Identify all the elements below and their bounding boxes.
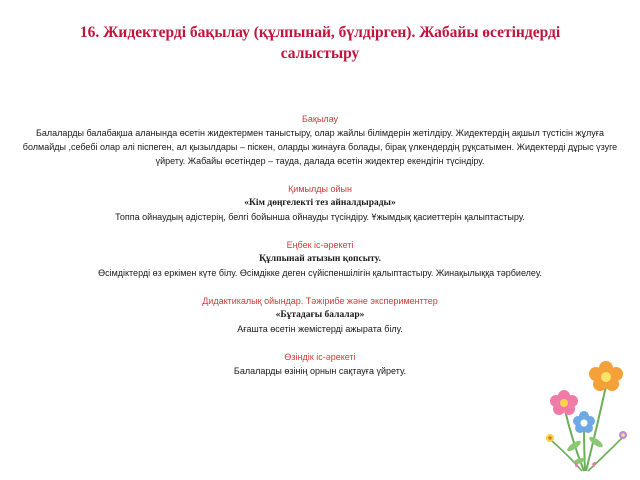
section-text-observation: Балаларды балабақша аланында өсетін жидектермен таныстыру, олар жайлы білімдерін жетілдіру. Жидектердің ақшыл түстісін жұлуға болмайды ,себебі олар әлі піспеген, ал қызылдары – піскен, оларды жинауға болады, бірақ үлкендердің рұқсатымен. Жидектерді дұрыс үзуге үйрету. Жабайы өсетіндер – тауда, далада өсетін жидектер екендігін түсіндіру. <box>22 128 618 166</box>
section-subtitle-labor: Құлпынай атызын қопсыту. <box>259 254 381 264</box>
section-heading-didactic: Дидактикалық ойындар. Тәжірибе және эксперименттер <box>202 296 438 306</box>
section-text-active-game: Топпа ойнаудың әдістерің, белгі бойынша ойнауды түсіндіру. Ұжымдық қасиеттерін қалыптастыру. <box>115 212 525 222</box>
small-yellow-flower-icon <box>546 434 554 442</box>
section-heading-independent: Өзіндік іс-әрекеті <box>284 352 356 362</box>
flowers-illustration <box>534 346 634 476</box>
section-heading-labor: Еңбек іс-әрекеті <box>286 240 354 250</box>
orange-flower-icon <box>589 361 623 391</box>
section-subtitle-active-game: «Кім дөңгелекті тез айналдырады» <box>244 198 396 208</box>
blue-flower-icon <box>573 411 595 433</box>
section-heading-observation: Бақылау <box>302 114 338 124</box>
section-text-independent: Балаларды өзінің орнын сақтауға үйрету. <box>233 366 407 376</box>
slide-title: 16. Жидектерді бақылау (құлпынай, бүлдірген). Жабайы өсетіндерді салыстыру <box>79 24 561 62</box>
section-text-didactic: Ағашта өсетін жемістерді ажырата білу. <box>237 324 403 334</box>
section-heading-active-game: Қимылды ойын <box>288 184 352 194</box>
section-subtitle-didactic: «Бұтадағы балалар» <box>275 310 365 320</box>
pink-flower-icon <box>550 390 578 415</box>
small-purple-flower-icon <box>619 431 627 439</box>
slide-content <box>22 112 618 378</box>
section-text-labor: Өсімдіктерді өз еркімен күте білу. Өсімдікке деген сүйіспеншілігін қалыптастыру. Жинақылыққа тәрбиелеу. <box>98 268 542 278</box>
